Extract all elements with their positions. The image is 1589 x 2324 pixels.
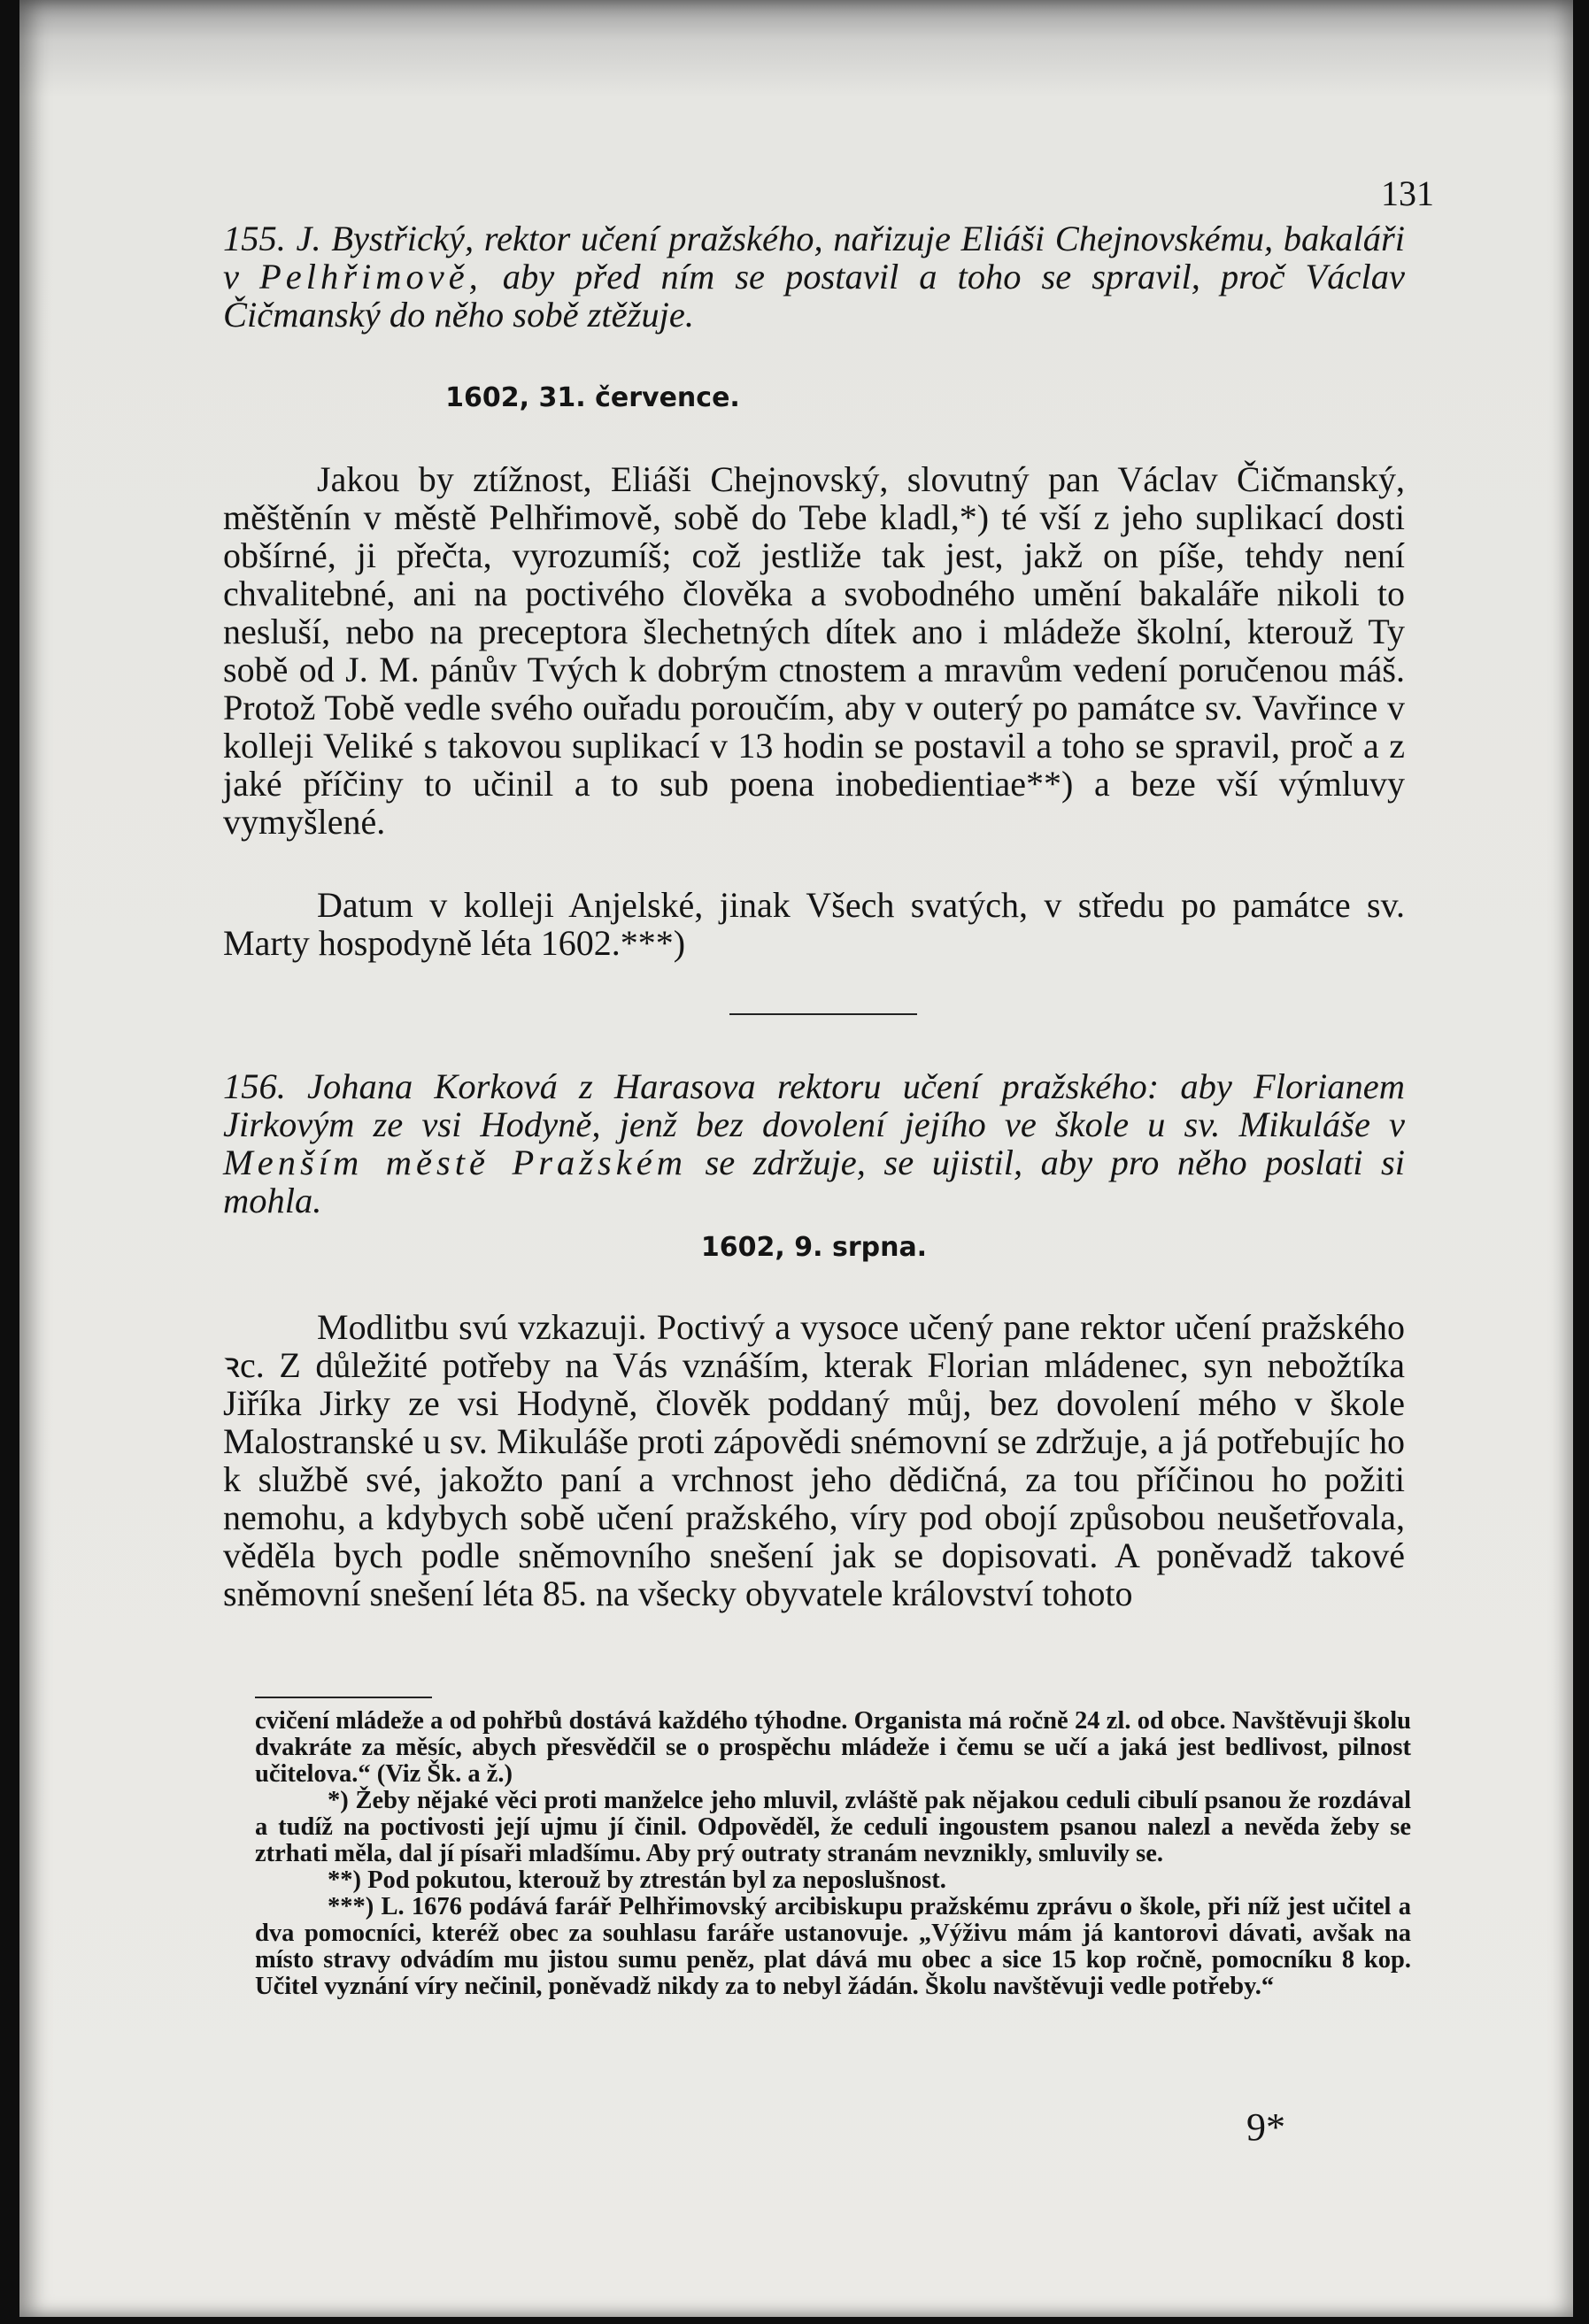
footnote-divider [255, 1697, 432, 1698]
footnote-1-text: *) Žeby nějaké věci proti manželce jeho mluvil, zvláště pak nějakou ceduli cibulí psanou že rozdával a tudíž na poctivosti její ujmu jí činil. Odpověděl, že ceduli ingoustem psanou nalezl a nevěda žeby se ztrhati měla, dal jí písaři mladšímu. Aby prý outraty stranám nevznikly, smluvily se. [255, 1787, 1411, 1867]
footnote-3-text: ***) L. 1676 podává farář Pelhřimovský arcibiskupu pražskému zprávu o škole, při níž jest učitel a dva pomocníci, kteréž obec za souhlasu faráře ustanovuje. „Výživu mám já kantorovi dávati, avšak na místo stravy odvádím mu jistou sumu peněz, plat dává mu obec a sice 15 kop ročně, pomocníku 8 kop. Učitel vyznání víry nečinil, poněvadž nikdy za to nebyl žádán. Školu navštěvuji vedle potřeby.“ [255, 1893, 1411, 2000]
entry-155-date: 1602, 31. července. [445, 382, 740, 413]
entry-155-paragraph-2-text: Datum v kolleji Anjelské, jinak Všech svatých, v středu po památce sv. Marty hospodyně léta 1602.***) [223, 885, 1405, 963]
entry-156-heading-place: Menším městě Pražském [223, 1143, 687, 1182]
entry-156-date: 1602, 9. srpna. [700, 1232, 928, 1263]
footnote-2 [255, 1867, 1411, 1894]
entry-156-heading-rest: se zdržuje, se ujistil, aby pro něho poslati si mohla. [223, 1143, 1405, 1220]
footnotes [255, 1708, 1411, 2000]
entry-155-heading-place: Pelhřimově, [258, 257, 482, 296]
entry-155-number: 155. [223, 219, 286, 258]
entry-155-paragraph-2 [223, 886, 1405, 962]
entry-155-paragraph-1-text: Jakou by ztížnost, Eliáši Chejnovský, slovutný pan Václav Čičmanský, měštěnín v městě Pelhřimově, sobě do Tebe kladl,*) té vší z jeho suplikací dosti obšírné, ji přečta, vyrozumíš; což jestliže tak jest, jakž on píše, tehdy není chvalitebné, ani na poctivého člověka a svobodného umění bakaláře nikoli to nesluší, nebo na preceptora šlechetných dítek ano i mládeže školní, kterouž Ty sobě od J. M. pánův Tvých k dobrým ctnostem a mravům vedení poručenou máš. Protož Tobě vedle svého ouřadu poroučím, aby v outerý po památce sv. Vavřince v kolleji Veliké s takovou suplikací v 13 hodin se postavil a toho se spravil, proč a z jaké příčiny to učinil a to sub poena inobedientiae**) a beze vší výmluvy vymyšlené. [223, 459, 1405, 842]
footnote-2-text: **) Pod pokutou, kterouž by ztrestán byl za neposlušnost. [328, 1866, 946, 1894]
footnote-3 [255, 1894, 1411, 2000]
section-divider [729, 1013, 917, 1015]
footnote-1 [255, 1788, 1411, 1867]
entry-155-heading [223, 219, 1405, 334]
footnote-continued: cvičení mládeže a od pohřbů dostává každého týhodne. Organista má ročně 24 zl. od obce. Navštěvuji školu dvakráte za měsíc, abych přesvědčil se o prospěchu mládeže i čemu se učí a jaká jest bedlivost, pilnost učitelova.“ (Viz Šk. a ž.) [255, 1707, 1411, 1788]
book-page [19, 0, 1573, 2317]
signature-mark: 9* [1246, 2105, 1285, 2149]
entry-155-heading-text: J. Bystřický, rektor učení pražského, nařizuje Eliáši Chejnovskému, bakaláři v [223, 219, 1406, 296]
entry-155-paragraph-1 [223, 460, 1405, 841]
entry-155-heading-rest: aby před ním se postavil a toho se spravil, proč Václav Čičmanský do něho sobě ztěžuje. [223, 257, 1405, 335]
entry-156-number: 156. [223, 1066, 286, 1106]
entry-156-paragraph-1-text: Modlitbu svú vzkazuji. Poctivý a vysoce učený pane rektor učení pražského ꝛc. Z důležité potřeby na Vás vznáším, kterak Florian mládenec, syn nebožtíka Jiříka Jirky ze vsi Hodyně, člověk poddaný můj, bez dovolení mého v škole Malostranské u sv. Mikuláše proti zápovědi snémovní se zdržuje, a já potřebujíc ho k službě své, jakožto paní a vrchnost jeho dědičná, za tou příčinou ho požiti nemohu, a kdybych sobě učení pražského, víry pod obojí způsobou neušetřovala, věděla bych podle sněmovního snešení jak se dopisovati. A poněvadž takové sněmovní snešení léta 85. na všecky obyvatele království tohoto [223, 1307, 1405, 1613]
entry-156-paragraph-1 [223, 1308, 1405, 1612]
entry-156-heading [223, 1067, 1405, 1220]
page-number: 131 [1381, 173, 1434, 213]
entry-156-heading-text: Johana Korková z Harasova rektoru učení pražského: aby Florianem Jirkovým ze vsi Hodyně, jenž bez dovolení jejího ve škole u sv. Mikuláše v [223, 1066, 1406, 1144]
